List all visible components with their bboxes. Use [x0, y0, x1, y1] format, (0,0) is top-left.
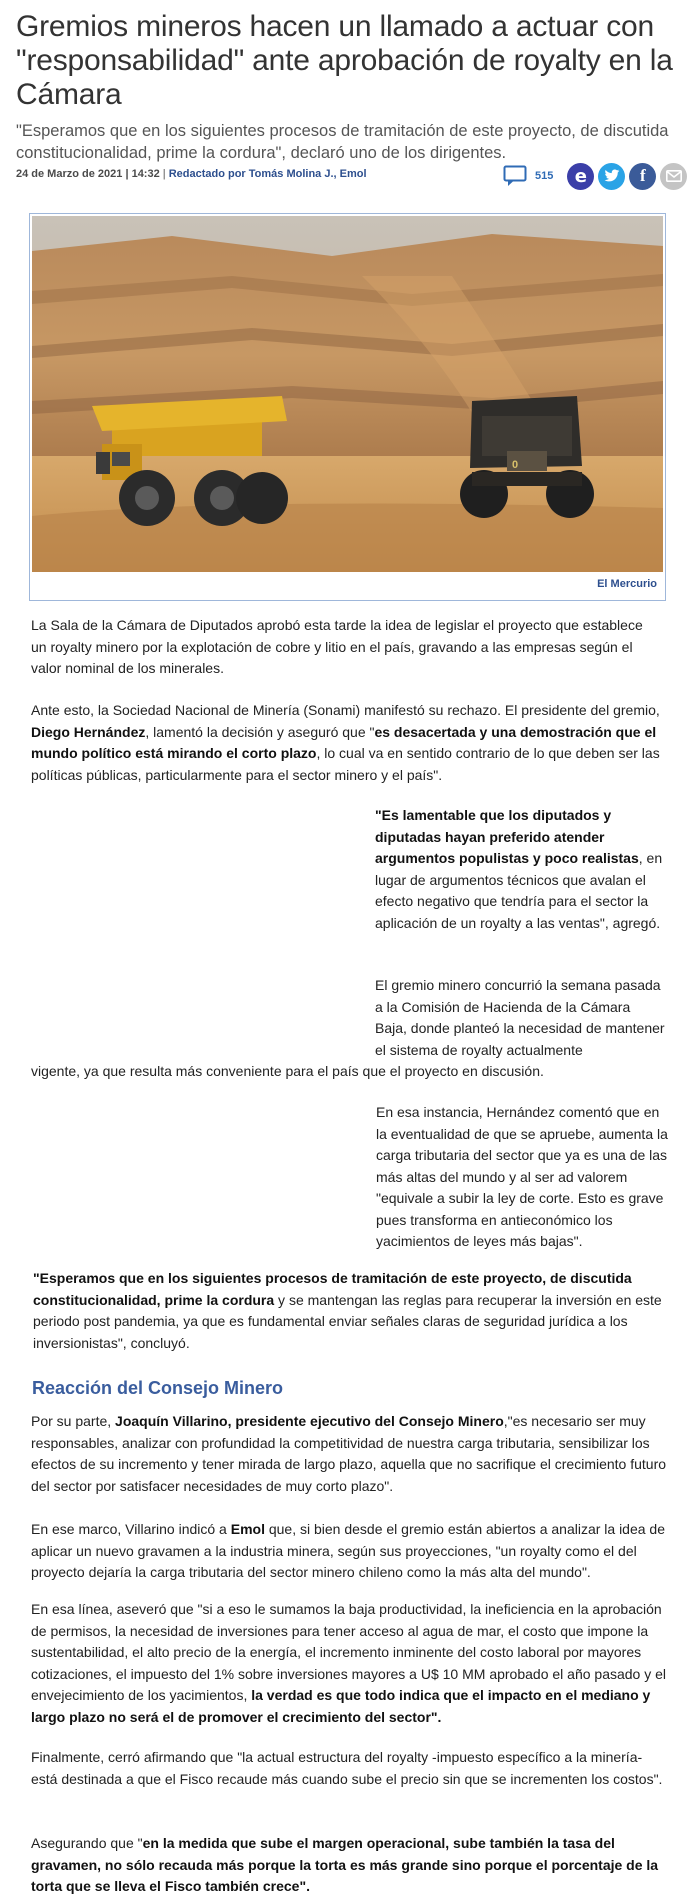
paragraph-11: [31, 1833, 671, 1898]
p6-text: y se mantengan las reglas para recuperar la inversión en este periodo post pandemia, ya que es fundamental enviar señales claras de seguridad jurídica a los inversionistas", concluyó.: [33, 1291, 662, 1351]
p9-text-a: En esa línea, aseveró que "si a eso le sumamos la baja productividad, la ineficiencia en la aprobación de permisos, la necesidad de inversiones para tener acceso al agua de mar, el costo que impone la sustentabilidad, el alto precio de la energía, el incremento inminente del costo laboral por mayores cotizaciones, el impuesto del 1% sobre inversiones mayores a U$ 10 MM aprobado el año pasado y el envejecimiento de los yacimientos,: [31, 1601, 667, 1703]
paragraph-7: [31, 1411, 671, 1497]
p8-text-c: que, si bien desde el gremio están abiertos a analizar la idea de aplicar un nuevo gravamen a la industria minera, según sus proyecciones, "un royalty como el del proyecto dejaría la carga tributaria del sector minero chileno como la más alta del mundo".: [31, 1521, 666, 1580]
p3-bold-quote: "Es lamentable que los diputados y diputadas hayan preferido atender argumentos populistas y poco realistas: [375, 807, 639, 866]
p7-bold-name: Joaquín Villarino, presidente ejecutivo del Consejo Minero: [115, 1413, 504, 1429]
p4-text-a: El gremio minero concurrió la semana pasada a la Comisión de Hacienda de la Cámara Baja, donde planteó la necesidad de mantener el sistema de royalty actualmente: [375, 977, 665, 1058]
p11-bold-quote: en la medida que sube el margen operacional, sube también la tasa del gravamen, no sólo recauda más porque la torta es más grande sino porque el porcentaje de la torta que se lleva el Fisco también crece".: [31, 1835, 659, 1894]
article-meta: [16, 168, 367, 180]
p6-bold-quote: "Esperamos que en los siguientes procesos de tramitación de este proyecto, de discutida constitucionalidad, prime la cordura: [33, 1270, 632, 1308]
meta-separator: |: [159, 168, 169, 180]
p10-text: Finalmente, cerró afirmando que "la actual estructura del royalty -impuesto específico a la minería- está destinada a que el Fisco recaude más cuando sube el precio sin que se incrementen los costos".: [31, 1749, 663, 1787]
paragraph-9: [31, 1599, 671, 1728]
article-author-link[interactable]: Redactado por Tomás Molina J., Emol: [168, 168, 367, 180]
p4-text-b: vigente, ya que resulta más conveniente para el país que el proyecto en discusión.: [31, 1063, 544, 1079]
p2-text-e: , lo cual va en sentido contrario de lo que deben ser las políticas públicas, particularmente para el sector minero y el país".: [31, 745, 660, 783]
paragraph-2: [31, 700, 661, 786]
p9-bold-conclusion: la verdad es que todo indica que el impacto en el mediano y largo plazo no será el de promover el crecimiento del sector".: [31, 1687, 651, 1725]
paragraph-3: [375, 805, 665, 934]
paragraph-8: [31, 1519, 671, 1584]
p2-text-a: Ante esto, la Sociedad Nacional de Minería (Sonami) manifestó su rechazo. El presidente del gremio,: [31, 702, 660, 718]
article-headline: Gremios mineros hacen un llamado a actuar con "responsabilidad" ante aprobación de royalty en la Cámara: [16, 10, 673, 111]
comment-count[interactable]: 515: [535, 170, 554, 182]
p11-text-a: Asegurando que ": [31, 1835, 143, 1851]
p8-bold-emol: Emol: [230, 1521, 265, 1537]
paragraph-5: [376, 1102, 671, 1253]
photo-credit: El Mercurio: [597, 578, 657, 590]
paragraph-4: [375, 975, 665, 1061]
p3-text: , en lugar de argumentos técnicos que avalan el efecto negativo que tendría para el sector la aplicación de un royalty a las ventas", agregó.: [375, 850, 663, 931]
article-lead: "Esperamos que en los siguientes procesos de tramitación de este proyecto, de discutida constitucionalidad, prime la cordura", declaró uno de los dirigentes.: [16, 122, 669, 162]
paragraph-10: [31, 1747, 671, 1790]
svg-text:0: 0: [512, 459, 519, 471]
paragraph-1: [31, 615, 661, 680]
section-subheading: Reacción del Consejo Minero: [32, 1378, 284, 1398]
p7-text-a: Por su parte,: [31, 1413, 116, 1429]
twitter-icon[interactable]: [598, 163, 625, 190]
p2-bold-name: Diego Hernández: [31, 723, 146, 740]
comment-icon[interactable]: [503, 165, 527, 187]
article-date: 24 de Marzo de 2021 | 14:32: [16, 168, 160, 180]
p8-text-a: En ese marco, Villarino indicó a: [31, 1521, 231, 1537]
paragraph-6: [33, 1268, 663, 1354]
share-bar: [503, 161, 690, 191]
p2-text-c: , lamentó la decisión y aseguró que ": [145, 723, 375, 740]
facebook-icon[interactable]: f: [629, 163, 656, 190]
paragraph-1-text: La Sala de la Cámara de Diputados aprobó esta tarde la idea de legislar el proyecto que establece un royalty minero por la explotación de cobre y litio en el país, gravando a las empresas según el valor nominal de los minerales.: [31, 617, 643, 676]
emol-icon[interactable]: e: [567, 163, 594, 190]
p7-text-c: ,"es necesario ser muy responsables, analizar con profundidad la competitividad de nuestra carga tributaria, sensibilizar los efectos de su incremento y tener mirada de largo plazo, aquella que no sacrifique el crecimiento futuro del sector por satisfacer necesidades de muy corto plazo".: [31, 1413, 667, 1494]
paragraph-4-continuation: [31, 1061, 661, 1083]
mining-trucks-photo[interactable]: [32, 216, 663, 572]
article-photo-container: [29, 213, 666, 601]
email-icon[interactable]: [660, 163, 687, 190]
p2-bold-quote: es desacertada y una demostración que el mundo político está mirando el corto plazo: [31, 723, 657, 761]
p5-text: En esa instancia, Hernández comentó que en la eventualidad de que se apruebe, aumenta la carga tributaria del sector que ya es una de las más altas del mundo y al ser ad valorem "equivale a subir la ley de corte. Esto es grave pues transforma en antieconómico los yacimientos de leyes más bajas".: [376, 1104, 668, 1249]
